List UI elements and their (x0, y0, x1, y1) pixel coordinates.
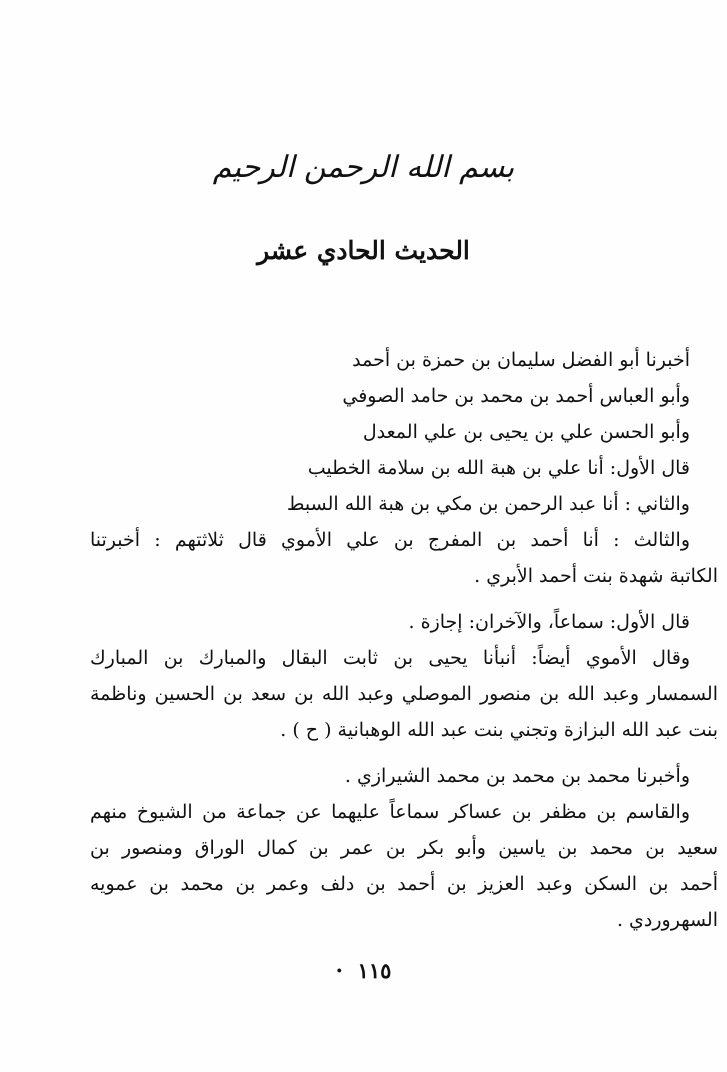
text-line-8: قال الأول: سماعاً، والآخران: إجازة . (408, 611, 690, 633)
basmala: بسم الله الرحمن الرحيم (212, 150, 515, 185)
text-line-11: بنت عبد الله البزازة وتجني بنت عبد الله الوهبانية ( ح ) . (280, 719, 718, 741)
paragraph-gap (90, 748, 718, 758)
text-line-6: والثالث : أنا أحمد بن المفرج بن علي الأموي قال ثلاثتهم : أخبرتنا (90, 529, 690, 551)
page-title: الحديث الحادي عشر (257, 236, 470, 265)
text-line-15: أحمد بن السكن وعبد العزيز بن أحمد بن دلف وعمر بن محمد بن عمويه (90, 873, 718, 895)
text-line-16: السهروردي . (616, 909, 718, 931)
text-line-10: السمسار وعبد الله بن منصور الموصلي وعبد الله بن سعد بن الحسين وناظمة (90, 683, 718, 705)
text-line-7: الكاتبة شهدة بنت أحمد الأبري . (474, 565, 718, 587)
text-line-9: وقال الأموي أيضاً: أنبأنا يحيى بن ثابت البقال والمبارك بن المبارك (90, 647, 690, 669)
text-line-1: أخبرنا أبو الفضل سليمان بن حمزة بن أحمد (352, 349, 690, 371)
text-line-13: والقاسم بن مظفر بن عساكر سماعاً عليهما عن جماعة من الشيوخ منهم (90, 801, 690, 823)
text-line-2: وأبو العباس أحمد بن محمد بن حامد الصوفي (342, 385, 690, 407)
paragraph-gap (90, 594, 718, 604)
page-number-dot: · (335, 958, 351, 983)
text-line-12: وأخبرنا محمد بن محمد بن محمد الشيرازي . (344, 765, 690, 787)
page-number (0, 958, 727, 983)
text-line-14: سعيد بن محمد بن ياسين وأبو بكر بن عمر بن كمال الوراق ومنصور بن (90, 837, 718, 859)
body-text (90, 342, 718, 938)
page-number-value: ١١٥ (357, 958, 392, 983)
text-line-5: والثاني : أنا عبد الرحمن بن مكي بن هبة الله السبط (286, 493, 690, 515)
text-line-4: قال الأول: أنا علي بن هبة الله بن سلامة الخطيب (307, 457, 690, 479)
text-line-3: وأبو الحسن علي بن يحيى بن علي المعدل (362, 421, 690, 443)
